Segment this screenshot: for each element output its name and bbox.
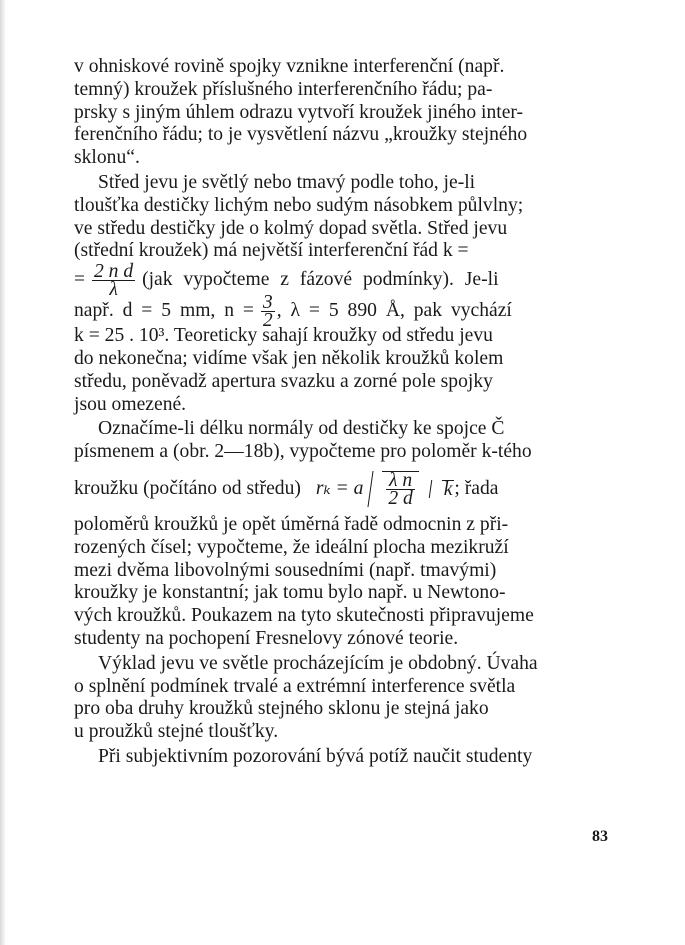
text-line: Výklad jevu ve světle procházejícím je obdobný. Úvaha [98,652,538,674]
text-line: Střed jevu je světlý nebo tmavý podle toho, je-li [98,171,476,193]
fraction-denominator: λ [109,279,118,301]
text-line: v ohniskové rovině spojky vznikne interferenční (např. [74,56,505,77]
fraction-three-halves [261,292,275,332]
text-line: ; řada [454,477,499,499]
text-line: sklonu“. [74,147,140,169]
paragraph-1 [74,56,614,170]
text-line: mezi dvěma libovolnými sousedními (např. tmavými) [74,559,497,581]
text-line: (jak vypočteme z fázové podmínky). Je-li [142,269,499,291]
text-line: o splnění podmínek trvalé a extrémní interference světla [74,675,516,697]
sqrt-k-value: k [443,479,453,501]
text-line: k = 25 . 10³. Teoreticky sahají kroužky od středu jevu [74,325,493,347]
text-line: písmenem a (obr. 2—18b), vypočteme pro poloměr k-tého [74,441,532,463]
equation-line-order [74,261,614,301]
radius-symbol: rₖ = a [315,477,364,499]
equals-sign: = [74,269,86,291]
paragraph-3 [74,418,614,464]
text-line: temný) kroužek příslušného interferenčního řádu; pa- [74,78,493,100]
paragraph-2 [74,172,614,263]
text-line: (střední kroužek) má největší interferenční řád k = [74,240,469,262]
text-line: rozených čísel; vypočteme, že ideální plocha mezikruží [74,536,509,558]
text-line: vých kroužků. Poukazem na tyto skutečnosti připravujeme [74,605,534,627]
square-root-k [428,479,455,501]
square-root [368,470,419,510]
text-line: kroužky je konstantní; jak tomu bylo např. u Newtono- [74,582,506,604]
text-line: tloušťka destičky lichým nebo sudým násobkem půlvlny; [74,194,524,216]
text-line: kroužku (počítáno od středu) [74,477,301,499]
book-page-text [74,56,614,769]
text-line: jsou omezené. [74,393,187,415]
fraction-numerator: λ n [386,472,415,490]
paragraph-3-continued [74,514,614,651]
text-line: u proužků stejné tloušťky. [74,721,279,743]
text-line: do nekonečna; vidíme však jen několik kroužků kolem [74,347,504,369]
page-edge-shadow [0,0,6,945]
fraction-denominator: 2 [262,310,273,332]
fraction-lambda-n-over-2d [386,470,415,510]
text-line: středu, poněvadž apertura svazku a zorné pole spojky [74,370,493,392]
equation-line-radius [74,464,614,514]
paragraph-4 [74,653,614,744]
fraction-numerator: 3 [262,292,273,314]
fraction-numerator: 2 n d [93,261,134,283]
equation-line-example [74,292,614,332]
paragraph-5 [74,746,614,769]
paragraph-2-continued [74,325,614,416]
text-line: Při subjektivním pozorování bývá potíž naučit studenty [98,745,533,767]
text-line: ferenčního řádu; to je vysvětlení názvu „kroužky stejného [74,124,528,146]
text-line: , λ = 5 890 Å, pak vychází [276,300,512,322]
text-line: poloměrů kroužků je opět úměrná řadě odmocnin z při- [74,513,509,535]
text-line: ve středu destičky jde o kolmý dopad světla. Střed jevu [74,217,508,239]
text-line: studenty na pochopení Fresnelovy zónové teorie. [74,627,459,649]
text-line: Označíme-li délku normály od destičky ke spojce Č [98,418,505,440]
text-line: např. d = 5 mm, n = [74,300,254,322]
fraction-2nd-over-lambda [92,261,135,301]
text-line: prsky s jiným úhlem odrazu vytvoří kroužek jiného inter- [74,101,524,123]
fraction-denominator: 2 d [388,488,413,510]
page-number: 83 [592,828,608,845]
text-line: pro oba druhy kroužků stejného sklonu je stejná jako [74,698,489,720]
